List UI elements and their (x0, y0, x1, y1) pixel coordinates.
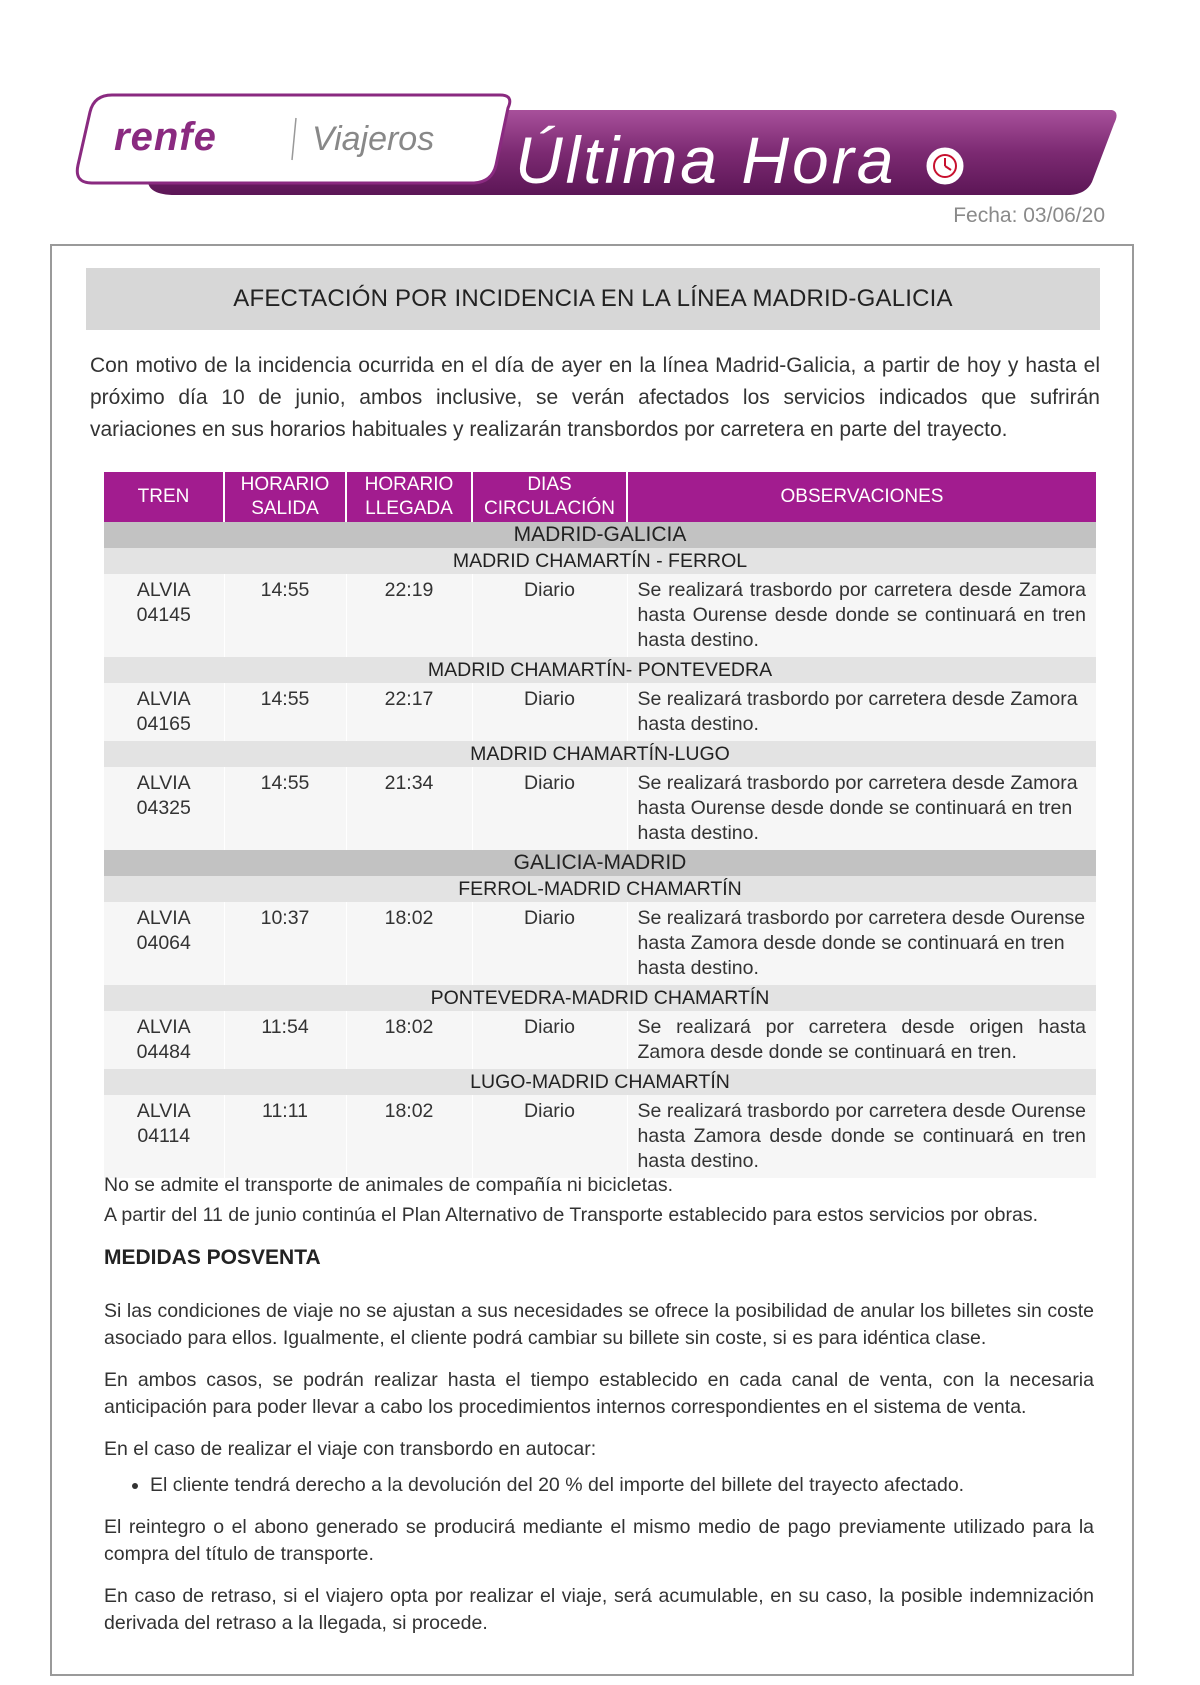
banner-title: Última Hora (515, 123, 897, 197)
col-header-observations: OBSERVACIONES (627, 472, 1096, 522)
post-sale-paragraph: Si las condiciones de viaje no se ajustan a sus necesidades se ofrece la posibilidad de anular los billetes sin coste asociado para ellos. Igualmente, el cliente podrá cambiar su billete sin coste, si es para idéntica clase. (104, 1300, 1094, 1349)
arrival-time: 18:02 (346, 1011, 472, 1069)
departure-time: 14:55 (224, 683, 346, 741)
table-row (104, 1095, 1096, 1178)
observations: Se realizará trasbordo por carretera desde Zamora hasta Ourense desde donde se continuará en tren hasta destino. (627, 574, 1096, 657)
note-item: A partir del 11 de junio continúa el Plan Alternativo de Transporte establecido para estos servicios por obras. (104, 1204, 1039, 1226)
table-row (104, 683, 1096, 741)
clock-icon (929, 150, 961, 182)
post-sale-paragraph: En el caso de realizar el viaje con transbordo en autocar: (104, 1438, 597, 1460)
observations: Se realizará por carretera desde origen hasta Zamora desde donde se continuará en tren. (627, 1011, 1096, 1069)
route-group-row: GALICIA-MADRID (104, 850, 1096, 876)
post-sale-paragraph: En ambos casos, se podrán realizar hasta el tiempo establecido en cada canal de venta, con la necesaria anticipación para poder llevar a cabo los procedimientos internos correspondientes en el sistema de venta. (104, 1369, 1094, 1418)
observations: Se realizará trasbordo por carretera desde Ourense hasta Zamora desde donde se continuará en tren hasta destino. (627, 1095, 1096, 1178)
route-row: MADRID CHAMARTÍN- PONTEVEDRA (104, 657, 1096, 683)
observations: Se realizará trasbordo por carretera desde Zamora hasta destino. (627, 683, 1096, 741)
table-row (104, 574, 1096, 657)
arrival-time: 22:17 (346, 683, 472, 741)
table-header-row (104, 472, 1096, 522)
post-sale-paragraph: En caso de retraso, si el viajero opta por realizar el viaje, será acumulable, en su caso, la posible indemnización derivada del retraso a la llegada, si procede. (104, 1585, 1094, 1634)
circulation-days: Diario (472, 902, 627, 985)
train-id: ALVIA 04145 (104, 574, 224, 657)
departure-time: 14:55 (224, 767, 346, 850)
division-label: Viajeros (312, 120, 435, 158)
departure-time: 11:54 (224, 1011, 346, 1069)
train-id: ALVIA 04064 (104, 902, 224, 985)
table-row (104, 1011, 1096, 1069)
circulation-days: Diario (472, 1095, 627, 1178)
route-row: MADRID CHAMARTÍN - FERROL (104, 548, 1096, 574)
post-sale-list (104, 1472, 1094, 1499)
train-id: ALVIA 04484 (104, 1011, 224, 1069)
col-header-arrival: HORARIO LLEGADA (346, 472, 472, 522)
train-id: ALVIA 04325 (104, 767, 224, 850)
circulation-days: Diario (472, 1011, 627, 1069)
observations: Se realizará trasbordo por carretera desde Zamora hasta Ourense desde donde se continuará en tren hasta destino. (627, 767, 1096, 850)
departure-time: 14:55 (224, 574, 346, 657)
affected-trains-table (104, 472, 1096, 1178)
departure-time: 11:11 (224, 1095, 346, 1178)
post-sale-section (104, 1298, 1094, 1652)
train-id: ALVIA 04114 (104, 1095, 224, 1178)
post-sale-paragraph: El reintegro o el abono generado se producirá mediante el mismo medio de pago previamente utilizado para la compra del título de transporte. (104, 1516, 1094, 1565)
table-row (104, 902, 1096, 985)
arrival-time: 18:02 (346, 902, 472, 985)
table-row (104, 767, 1096, 850)
route-group-row: MADRID-GALICIA (104, 522, 1096, 548)
observations: Se realizará trasbordo por carretera desde Ourense hasta Zamora desde donde se continuará en tren hasta destino. (627, 902, 1096, 985)
arrival-time: 21:34 (346, 767, 472, 850)
notes-section (104, 1170, 1094, 1230)
train-id: ALVIA 04165 (104, 683, 224, 741)
page-header (0, 0, 1200, 240)
list-item: • El cliente tendrá derecho a la devolución del 20 % del importe del billete del trayecto afectado. (150, 1472, 1094, 1499)
col-header-departure: HORARIO SALIDA (224, 472, 346, 522)
arrival-time: 18:02 (346, 1095, 472, 1178)
route-row: LUGO-MADRID CHAMARTÍN (104, 1069, 1096, 1095)
route-row: FERROL-MADRID CHAMARTÍN (104, 876, 1096, 902)
route-row: PONTEVEDRA-MADRID CHAMARTÍN (104, 985, 1096, 1011)
col-header-days: DIAS CIRCULACIÓN (472, 472, 627, 522)
date-label: Fecha: 03/06/20 (953, 204, 1105, 227)
arrival-time: 22:19 (346, 574, 472, 657)
intro-paragraph: Con motivo de la incidencia ocurrida en el día de ayer en la línea Madrid-Galicia, a partir de hoy y hasta el próximo día 10 de junio, ambos inclusive, se verán afectados los servicios indicados que sufrirán variaciones en sus horarios habituales y realizarán transbordos por carretera en parte del trayecto. (90, 354, 1100, 441)
brand-logo: renfe (114, 115, 217, 159)
circulation-days: Diario (472, 767, 627, 850)
col-header-train: TREN (104, 472, 224, 522)
route-row: MADRID CHAMARTÍN-LUGO (104, 741, 1096, 767)
page-title: AFECTACIÓN POR INCIDENCIA EN LA LÍNEA MADRID-GALICIA (86, 268, 1100, 330)
circulation-days: Diario (472, 574, 627, 657)
note-item: No se admite el transporte de animales de compañía ni bicicletas. (104, 1174, 674, 1196)
circulation-days: Diario (472, 683, 627, 741)
departure-time: 10:37 (224, 902, 346, 985)
post-sale-title: MEDIDAS POSVENTA (104, 1246, 321, 1269)
